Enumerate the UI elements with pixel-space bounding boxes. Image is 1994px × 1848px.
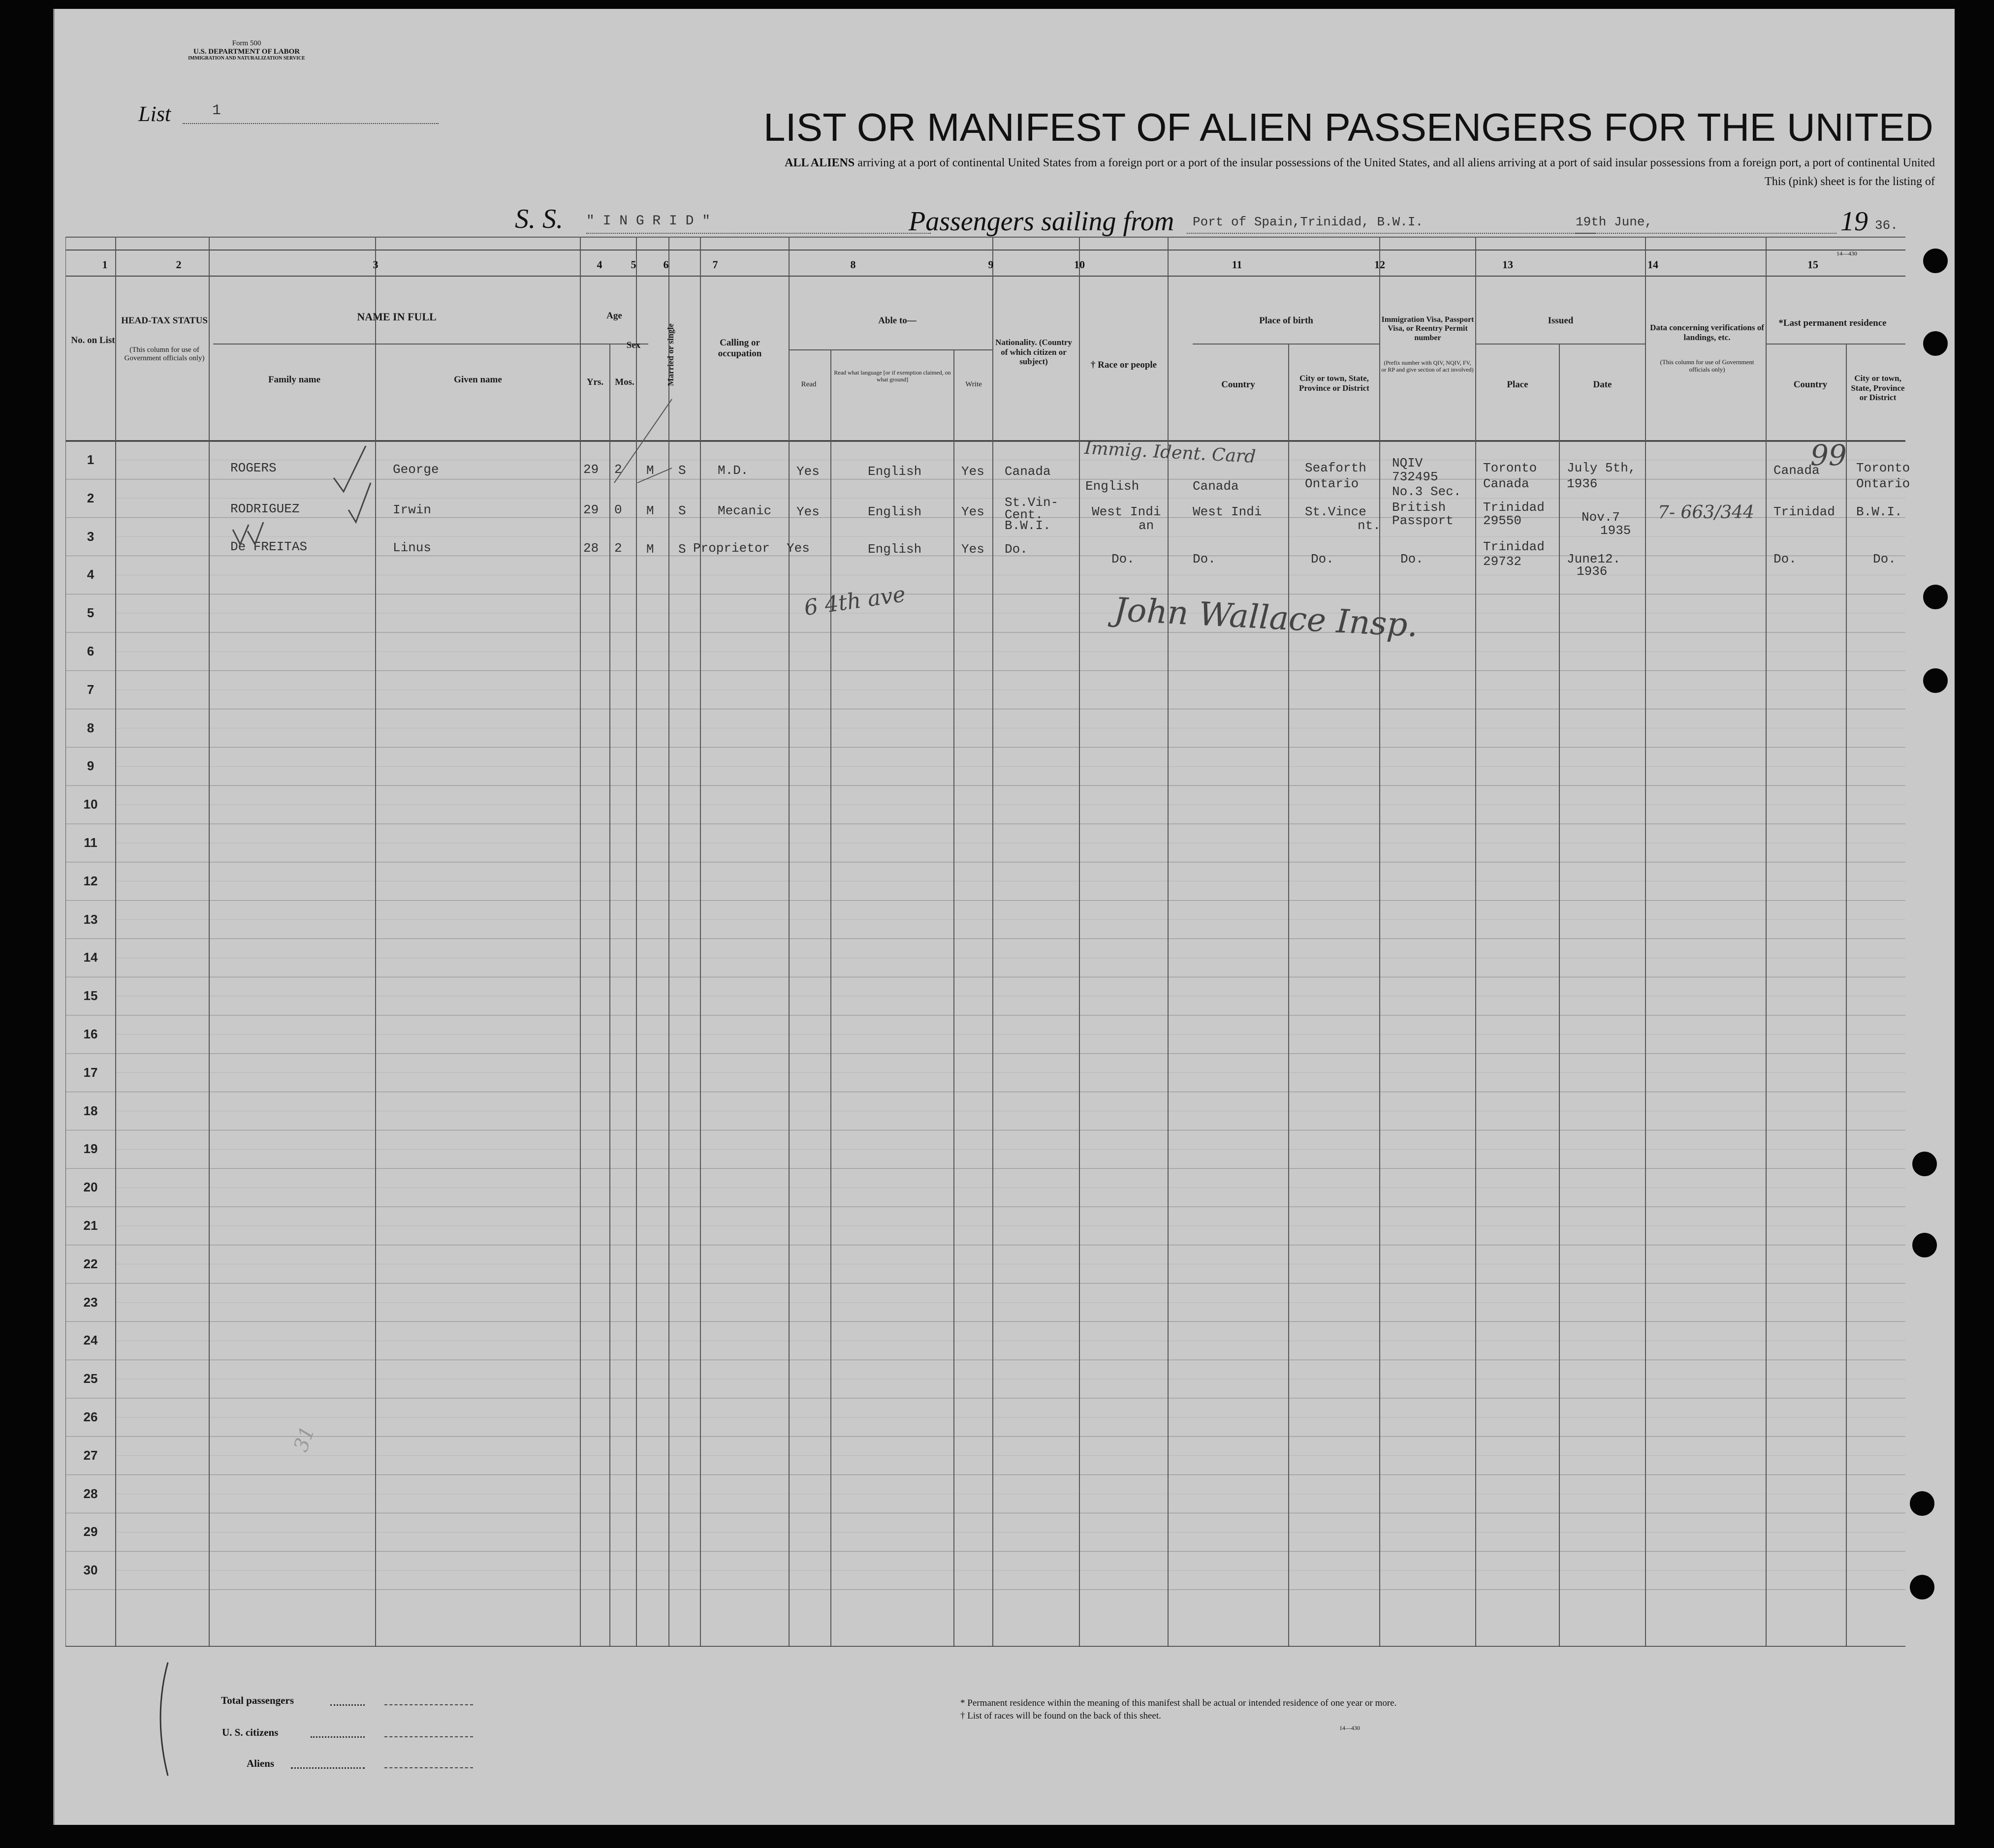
race: Do. [1111, 552, 1135, 566]
birth-country: Canada [1193, 479, 1239, 494]
sex: M [646, 542, 654, 557]
col-number-13: 13 [1502, 258, 1513, 271]
row-number: 15 [83, 988, 98, 1003]
issued-place-number: 29550 [1483, 513, 1522, 528]
header-given-name: Given name [454, 375, 502, 385]
row-number: 13 [83, 911, 98, 927]
issued-place-country: Canada [1483, 476, 1529, 491]
us-citizens-label: U. S. citizens [222, 1726, 279, 1738]
year-prefix: 19 [1840, 206, 1868, 237]
header-data-concerning: Data concerning verifications of landings, etc. [1650, 323, 1764, 342]
birth-city: Do. [1311, 552, 1334, 566]
row-number: 30 [83, 1563, 98, 1578]
header-issued-date: Date [1593, 379, 1612, 390]
ss-label: S. S. [515, 204, 563, 234]
port-underline [1187, 233, 1595, 234]
header-yrs: Yrs. [586, 377, 604, 387]
can-read: Yes [796, 464, 820, 479]
form-header [188, 39, 306, 61]
binder-hole [1923, 331, 1948, 356]
col-number-12: 12 [1374, 258, 1385, 271]
age-months: 2 [614, 541, 622, 556]
header-nationality: Nationality. (Country of which citizen or subject) [995, 338, 1072, 367]
nationality-3: B.W.I. [1005, 518, 1051, 533]
birth-city-2: nt. [1358, 518, 1381, 533]
header-read: Read [801, 380, 817, 388]
residence-country: Canada [1773, 463, 1820, 478]
row-number: 9 [87, 758, 95, 774]
row-number: 25 [83, 1371, 98, 1386]
header-family-name: Family name [268, 375, 321, 385]
race: English [1085, 479, 1139, 494]
total-dots [330, 1704, 365, 1706]
nationality: Do. [1005, 542, 1028, 557]
header-race: † Race or people [1090, 360, 1157, 370]
language: English [868, 504, 922, 519]
row-number: 29 [83, 1524, 98, 1539]
row-number: 12 [83, 873, 98, 888]
language: English [868, 464, 922, 479]
birth-city: Seaforth [1305, 461, 1366, 475]
age-months: 0 [614, 502, 622, 517]
issued-date: July 5th, [1567, 461, 1636, 475]
col-number-15: 15 [1807, 258, 1818, 271]
nationality-2: Cent. [1005, 507, 1044, 522]
nationality: Canada [1005, 464, 1051, 479]
departure-port: Port of Spain,Trinidad, B.W.I. [1193, 215, 1424, 229]
language: English [868, 542, 922, 557]
given-name: Linus [393, 540, 432, 555]
table-rules [65, 237, 1905, 1647]
occupation: Proprietor [693, 541, 770, 556]
row-number: 28 [83, 1486, 98, 1501]
header-sex: Sex [626, 340, 641, 350]
visa-type: British [1392, 500, 1446, 515]
col-number-5: 5 [631, 258, 636, 271]
header-age: Age [606, 311, 622, 321]
row-number: 24 [83, 1333, 98, 1348]
form-code-top: 14—430 [1836, 250, 1857, 257]
col-number-3: 3 [373, 258, 379, 271]
row-number: 16 [83, 1026, 98, 1041]
birth-country: West Indi [1193, 504, 1262, 519]
residence-city: B.W.I. [1856, 504, 1902, 519]
department-name: U.S. DEPARTMENT OF LABOR [193, 47, 300, 56]
marital-status: S [678, 503, 686, 518]
header-data-note: (This column for use of Government officials only) [1660, 358, 1754, 373]
age-months: 2 [614, 462, 622, 477]
subtitle-text: arriving at a port of continental United States from a foreign port or a port of the insular possessions of the United States, and all aliens arriving at a port of said insular possessions from a foreign port, a port of continental United [857, 157, 1935, 169]
given-name: George [393, 462, 439, 477]
row-number: 19 [83, 1141, 98, 1157]
col-number-4: 4 [597, 258, 602, 271]
family-name: De FREITAS [230, 539, 308, 554]
birth-city: St.Vince [1305, 504, 1366, 519]
header-visa-note: (Prefix number with QIV, NQIV, FV, or RP and give section of act involved) [1381, 359, 1474, 373]
row-number: 7 [87, 682, 95, 697]
given-name: Irwin [393, 502, 432, 517]
date-underline [1576, 233, 1836, 234]
row-number: 11 [84, 835, 97, 850]
row-number: 3 [87, 529, 95, 544]
col-number-2: 2 [176, 258, 182, 271]
subtitle-lead: ALL ALIENS [785, 157, 855, 169]
header-issued: Issued [1548, 315, 1574, 326]
aliens-label: Aliens [247, 1757, 275, 1769]
visa-number: Passport [1392, 513, 1454, 528]
visa-number: 732495 [1392, 470, 1438, 484]
row-number: 6 [87, 643, 95, 658]
total-passengers-label: Total passengers [221, 1694, 294, 1706]
form-number: Form 500 [232, 39, 261, 47]
subtitle-line-2: This (pink) sheet is for the listing of [1765, 175, 1935, 188]
col-number-10: 10 [1074, 258, 1085, 271]
manifest-table [65, 237, 1910, 1647]
can-read: Yes [787, 541, 810, 556]
header-place-of-birth: Place of birth [1259, 315, 1313, 326]
sailing-label: Passengers sailing from [909, 206, 1174, 237]
issued-date: June12. [1567, 552, 1621, 566]
can-write: Yes [961, 504, 984, 519]
margin-note: 6 4th ave [802, 581, 907, 621]
residence-country: Trinidad [1773, 504, 1835, 519]
row-number: 18 [83, 1103, 98, 1118]
row-number: 27 [83, 1447, 98, 1463]
list-number: 1 [212, 102, 222, 119]
occupation: Mecanic [718, 503, 772, 518]
row-number: 23 [83, 1294, 98, 1310]
header-issued-place: Place [1507, 379, 1528, 390]
verification-number: 7- 663/344 [1658, 502, 1755, 523]
age-years: 29 [583, 502, 599, 517]
sex: M [646, 463, 654, 478]
header-head-tax: HEAD-TAX STATUS [121, 315, 208, 326]
binder-hole [1923, 249, 1948, 273]
col-number-9: 9 [988, 258, 994, 271]
header-head-tax-note: (This column for use of Government officials only) [124, 346, 205, 363]
inspector-signature: John Wallace Insp. [1113, 590, 1419, 645]
row-number: 14 [83, 950, 98, 965]
issued-place-number: 29732 [1483, 554, 1522, 569]
family-name: RODRIGUEZ [230, 501, 300, 516]
occupation: M.D. [718, 463, 749, 478]
aliens-field [384, 1767, 473, 1768]
race-2: an [1139, 518, 1154, 533]
birth-province: Ontario [1305, 476, 1359, 491]
immig-card-annotation: Immig. Ident. Card [1084, 438, 1257, 468]
age-years: 28 [583, 541, 599, 556]
total-passengers-field [384, 1704, 473, 1705]
col-number-14: 14 [1647, 258, 1658, 271]
header-calling: Calling or occupation [718, 338, 762, 359]
col-number-11: 11 [1232, 258, 1242, 271]
issued-date: Nov.7 [1582, 510, 1620, 525]
list-label: List [138, 102, 171, 126]
header-no-on-list: No. on List [71, 335, 115, 345]
header-write: Write [965, 380, 982, 388]
citizens-dots [311, 1736, 365, 1738]
header-able-to: Able to— [878, 315, 917, 326]
row-number: 26 [83, 1409, 98, 1424]
col-number-6: 6 [663, 258, 669, 271]
footnote-races: † List of races will be found on the back of this sheet. [960, 1711, 1161, 1721]
marital-status: S [678, 463, 686, 478]
age-years: 29 [583, 462, 599, 477]
binder-hole [1923, 585, 1948, 609]
col-number-8: 8 [850, 258, 856, 271]
issued-place: Trinidad [1483, 500, 1545, 515]
residence-mark: 99 [1810, 439, 1847, 472]
header-res-country: Country [1793, 379, 1828, 390]
nationality: St.Vin- [1005, 495, 1059, 510]
row-number: 22 [83, 1256, 98, 1271]
service-name: IMMIGRATION AND NATURALIZATION SERVICE [188, 56, 305, 61]
col-number-1: 1 [102, 258, 108, 271]
row-number: 20 [83, 1180, 98, 1195]
residence-city: Do. [1873, 552, 1896, 566]
binder-hole [1910, 1491, 1934, 1516]
birth-country: Do. [1193, 552, 1216, 566]
subtitle-line-1 [409, 157, 1935, 170]
residence-city: Toronto [1856, 461, 1910, 475]
header-last-residence: *Last permanent residence [1778, 318, 1887, 328]
issued-year: 1935 [1600, 523, 1631, 538]
ship-name: " I N G R I D " [586, 214, 711, 229]
header-read-language: Read what language [or if exemption claimed, on what ground] [834, 369, 951, 383]
col-number-7: 7 [712, 258, 718, 271]
can-write: Yes [961, 542, 984, 557]
row-number: 17 [83, 1065, 98, 1080]
header-name-in-full: NAME IN FULL [357, 311, 437, 323]
footer-bracket [148, 1658, 188, 1781]
footnote-permanent-residence: * Permanent residence within the meaning of this manifest shall be actual or intended residence of one year or more. [960, 1698, 1397, 1708]
header-res-city: City or town, State, Province or District [1851, 374, 1905, 403]
aliens-dots [291, 1767, 365, 1769]
year-suffix: 36. [1875, 218, 1898, 233]
residence-country: Do. [1773, 552, 1797, 566]
visa-type: Do. [1400, 552, 1424, 566]
header-married: Married or single [666, 323, 676, 386]
header-visa: Immigration Visa, Passport Visa, or Reentry Permit number [1381, 315, 1474, 342]
can-write: Yes [961, 464, 984, 479]
issued-place: Trinidad [1483, 539, 1545, 554]
row-number: 10 [83, 797, 98, 812]
manifest-sheet [53, 9, 1955, 1825]
can-read: Yes [796, 504, 820, 519]
issued-year: 1936 [1577, 564, 1608, 579]
header-birth-country: Country [1221, 379, 1255, 390]
header-mos: Mos. [615, 377, 634, 387]
binder-hole [1912, 1233, 1937, 1257]
row-number: 4 [87, 567, 95, 582]
us-citizens-field [384, 1736, 473, 1737]
binder-hole [1923, 668, 1948, 693]
issued-year: 1936 [1567, 476, 1598, 491]
list-underline [183, 123, 439, 124]
sex: M [646, 503, 654, 518]
header-birth-city: City or town, State, Province or District [1299, 374, 1369, 393]
marital-status: S [678, 542, 686, 557]
row-number: 1 [87, 452, 95, 467]
binder-hole [1910, 1575, 1934, 1599]
visa-type: NQIV [1392, 456, 1423, 470]
ship-underline [586, 233, 931, 234]
page-title: LIST OR MANIFEST OF ALIEN PASSENGERS FOR THE UNITED [763, 105, 1933, 149]
faded-number: 31 [289, 1423, 319, 1455]
row-number: 8 [87, 720, 95, 735]
visa-section: No.3 Sec. [1392, 484, 1461, 499]
row-number: 5 [87, 605, 95, 621]
binder-hole [1912, 1152, 1937, 1176]
departure-date: 19th June, [1576, 215, 1653, 229]
row-number: 21 [83, 1218, 98, 1233]
family-name: ROGERS [230, 461, 277, 475]
footer-form-code: 14—430 [1339, 1724, 1360, 1731]
race: West Indi [1092, 504, 1161, 519]
row-number: 2 [87, 490, 95, 505]
issued-place: Toronto [1483, 461, 1537, 475]
residence-province: Ontario [1856, 476, 1910, 491]
